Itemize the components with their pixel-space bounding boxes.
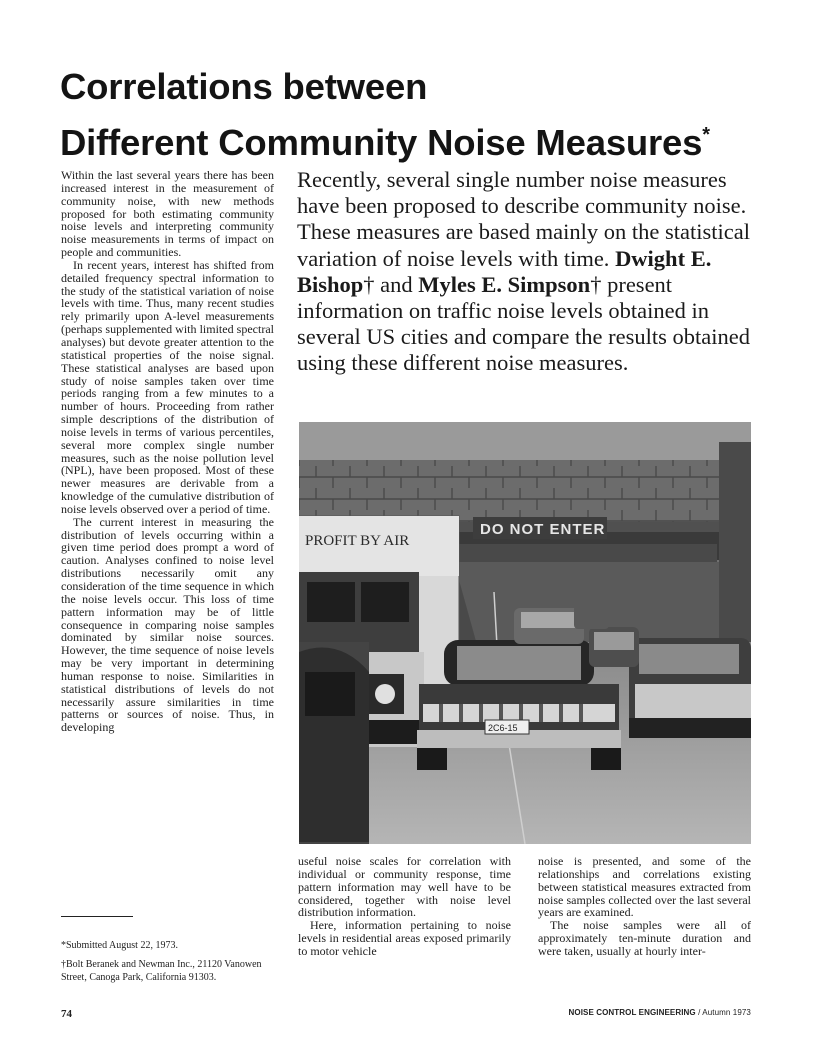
paragraph: In recent years, interest has shifted from detailed frequency spectral information to the study of the statistical variation of noise levels with time. Thus, many recent studies rely primarily upon A-level measurements (perhaps supplemented with limited spectral analyses) but devote greater attention to the statistical properties of the noise signal. These statistical analyses are based upon study of noise samples taken over time periods ranging from a few minutes to a number of hours. Proceeding from rather simple descriptions of the distribution of noise levels in terms of various percentiles, several more complex single number measures, such as the noise pollution level (NPL), have been proposed. Most of these newer measures are derivable from a knowledge of the cumulative distribution of noise levels observed over a period of time. xyxy=(61,257,274,516)
paragraph: Within the last several years there has been increased interest in the measurement of community noise, with new methods proposed for both estimating community noise levels and interpreting community noise measurements in terms of impact on people and communities. xyxy=(61,168,274,260)
page-number: 74 xyxy=(61,1008,72,1020)
running-footer xyxy=(569,1008,752,1017)
author-2: Myles E. Simpson xyxy=(418,271,591,297)
title-line-1: Correlations between xyxy=(60,66,428,107)
journal-name: NOISE CONTROL ENGINEERING xyxy=(568,1008,696,1017)
footnote-rule xyxy=(61,916,133,917)
intro-conjunction: and xyxy=(380,271,413,297)
author-1: Dwight E. Bishop xyxy=(297,245,712,297)
footer-separator: / xyxy=(695,1008,703,1017)
plate-text: 2C6-15 xyxy=(488,723,518,733)
title-line-2-text: Different Community Noise Measures xyxy=(60,122,703,163)
tunnel-sign-text: DO NOT ENTER xyxy=(480,521,606,538)
paragraph: The noise samples were all of approximately ten-minute duration and were taken, usually at hourly inter- xyxy=(538,918,751,958)
paragraph: Here, information pertaining to noise levels in residential areas exposed primarily to motor vehicle xyxy=(298,918,511,958)
intro-text-2: present information on traffic noise levels obtained in several US cities and compare the results obtained using these different noise measures. xyxy=(297,271,750,376)
article-title xyxy=(60,62,780,167)
paragraph: noise is presented, and some of the relationships and correlations existing between statistical measures extracted from noise samples collected over the last several years are examined. xyxy=(538,854,751,920)
truck-sign-text: PROFIT BY AIR xyxy=(305,533,410,549)
body-column-left xyxy=(61,169,274,734)
journal-issue: Autumn 1973 xyxy=(702,1008,751,1017)
footnote-submitted: *Submitted August 22, 1973. xyxy=(61,940,178,951)
traffic-photo xyxy=(299,422,751,844)
title-line-2 xyxy=(60,111,780,167)
intro-text-1: Recently, several single number noise measures have been proposed to describe community noise. These measures are based mainly on the statistical variation of noise levels with time. xyxy=(297,167,750,271)
paragraph: useful noise scales for correlation with individual or community response, time pattern information may well have to be considered, together with noise level distribution information. xyxy=(298,854,511,920)
author-2-mark: † xyxy=(590,271,602,297)
body-column-middle xyxy=(298,855,511,958)
author-1-mark: † xyxy=(363,271,375,297)
paragraph: The current interest in measuring the distribution of levels occurring within a given time period does prompt a word of caution. Analyses confined to noise level distributions necessarily omit any consideration of the time sequence in which the noise levels occur. This loss of time pattern information may be of little consequence in comparing noise samples dominated by similar noise sources. However, the time sequence of noise levels may be very important in determining human response to noise. Similarities in statistical distributions of levels do not necessarily assure similarities in time patterns or sources of noise. Thus, in developing xyxy=(61,514,274,735)
footnote-affiliation: †Bolt Beranek and Newman Inc., 21120 Vanowen Street, Canoga Park, California 91303. xyxy=(61,959,262,983)
body-column-right xyxy=(538,855,751,958)
intro-deck xyxy=(297,167,759,377)
title-footnote-mark: * xyxy=(702,124,710,146)
